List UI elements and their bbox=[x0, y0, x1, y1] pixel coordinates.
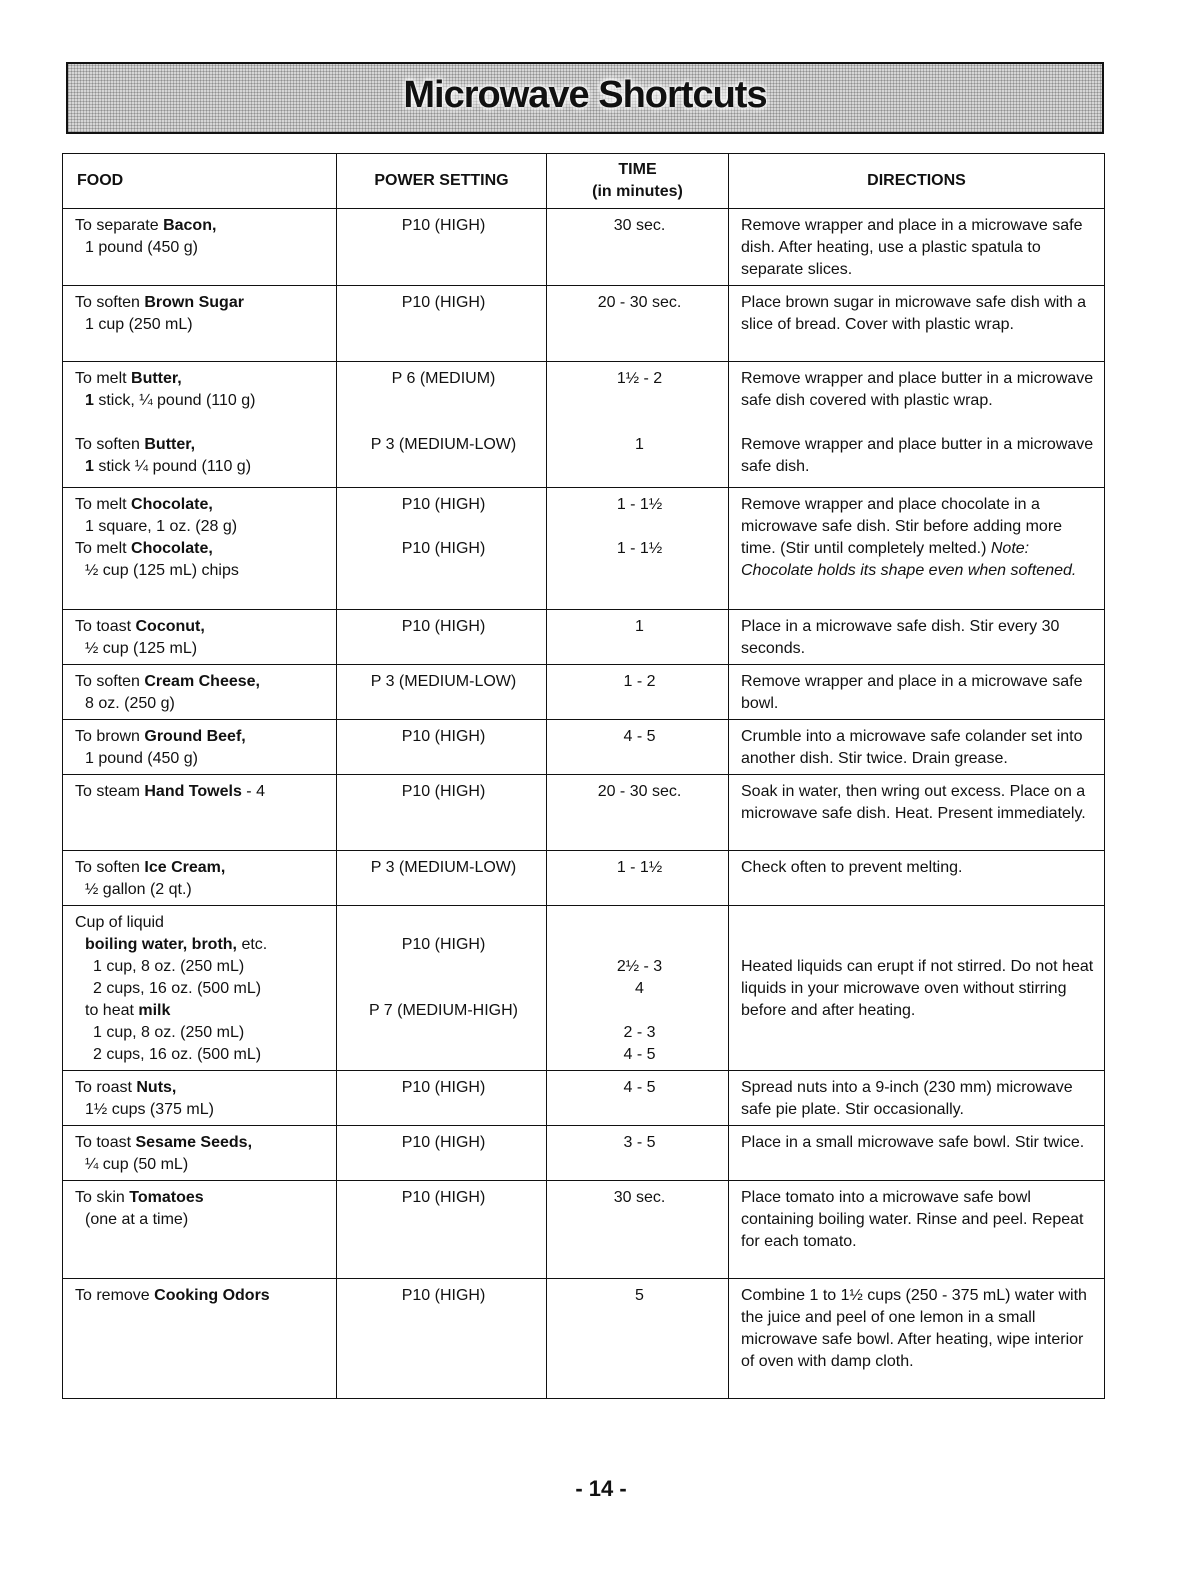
spacer bbox=[349, 516, 538, 538]
food-text: To brown bbox=[75, 728, 145, 745]
food-cell bbox=[63, 1181, 337, 1279]
table-row bbox=[63, 488, 1105, 610]
food-quantity: 2 cups, 16 oz. (500 mL) bbox=[93, 980, 262, 997]
food-item: Brown Sugar bbox=[144, 294, 244, 311]
time-cell: 20 - 30 sec. bbox=[547, 286, 729, 362]
food-item: Chocolate, bbox=[131, 540, 213, 557]
food-line bbox=[75, 215, 328, 237]
power-cell: P10 (HIGH) bbox=[337, 1181, 547, 1279]
power-cell: P10 (HIGH) bbox=[337, 775, 547, 851]
food-text: To steam bbox=[75, 783, 145, 800]
directions-cell: Place in a microwave safe dish. Stir every 30 seconds. bbox=[729, 610, 1105, 665]
food-line bbox=[75, 781, 328, 803]
table-row bbox=[63, 775, 1105, 851]
power-milk: P 7 (MEDIUM-HIGH) bbox=[368, 1002, 519, 1019]
food-text: To melt bbox=[75, 540, 132, 557]
time-milk-2: 4 - 5 bbox=[623, 1046, 656, 1063]
food-line bbox=[75, 538, 328, 560]
food-line bbox=[75, 434, 328, 456]
food-quantity: 1 cup (250 mL) bbox=[85, 316, 193, 333]
spacer bbox=[75, 412, 328, 434]
spacer bbox=[349, 956, 538, 978]
power-chips: P10 (HIGH) bbox=[401, 540, 486, 557]
table-row bbox=[63, 209, 1105, 286]
spacer bbox=[559, 390, 720, 412]
food-quantity: 1 cup, 8 oz. (250 mL) bbox=[93, 958, 245, 975]
directions-cell: Remove wrapper and place in a microwave safe dish. After heating, use a plastic spatula to separate slices. bbox=[729, 209, 1105, 286]
directions-cell bbox=[729, 362, 1105, 488]
title-banner bbox=[66, 62, 1104, 134]
directions-cell: Crumble into a microwave safe colander set into another dish. Stir twice. Drain grease. bbox=[729, 720, 1105, 775]
power-cell: P 3 (MEDIUM-LOW) bbox=[337, 851, 547, 906]
food-quantity: ½ gallon (2 qt.) bbox=[85, 881, 192, 898]
food-item: Chocolate, bbox=[131, 496, 213, 513]
power-cell bbox=[337, 488, 547, 610]
food-line bbox=[75, 368, 328, 390]
food-line bbox=[75, 616, 328, 638]
header-time-line2: (in minutes) bbox=[592, 183, 683, 200]
food-item: Butter, bbox=[131, 370, 182, 387]
table-row bbox=[63, 286, 1105, 362]
directions-cell: Check often to prevent melting. bbox=[729, 851, 1105, 906]
food-line bbox=[75, 1077, 328, 1099]
food-line bbox=[75, 857, 328, 879]
time-chips: 1 - 1½ bbox=[616, 540, 663, 557]
table-row bbox=[63, 610, 1105, 665]
food-cell bbox=[63, 665, 337, 720]
directions-cell: Spread nuts into a 9-inch (230 mm) microwave safe pie plate. Stir occasionally. bbox=[729, 1071, 1105, 1126]
directions-cell bbox=[729, 906, 1105, 1071]
header-food: FOOD bbox=[63, 154, 337, 209]
spacer bbox=[349, 978, 538, 1000]
spacer bbox=[349, 912, 538, 934]
page-number: - 14 - bbox=[575, 1476, 627, 1501]
food-quantity: 1 cup, 8 oz. (250 mL) bbox=[93, 1024, 245, 1041]
power-square: P10 (HIGH) bbox=[401, 496, 486, 513]
table-row bbox=[63, 362, 1105, 488]
power-boil: P10 (HIGH) bbox=[401, 936, 486, 953]
food-item: boiling water, broth, bbox=[85, 936, 237, 953]
food-text: To soften bbox=[75, 673, 145, 690]
food-quantity: 1 square, 1 oz. (28 g) bbox=[85, 518, 238, 535]
food-line bbox=[75, 1132, 328, 1154]
food-line bbox=[75, 494, 328, 516]
food-line bbox=[75, 1187, 328, 1209]
power-cell: P10 (HIGH) bbox=[337, 1071, 547, 1126]
food-quantity: 1½ cups (375 mL) bbox=[85, 1101, 214, 1118]
food-quantity: ¼ cup (50 mL) bbox=[85, 1156, 189, 1173]
directions-text: Heated liquids can erupt if not stirred. Do not heat liquids in your microwave oven without stirring before and after heating. bbox=[741, 958, 1094, 1019]
food-line bbox=[75, 1285, 328, 1307]
spacer bbox=[559, 934, 720, 956]
food-cell bbox=[63, 488, 337, 610]
time-soften: 1 bbox=[635, 436, 644, 453]
food-item: Hand Towels bbox=[144, 783, 242, 800]
time-boil-1: 2½ - 3 bbox=[616, 958, 663, 975]
food-cell bbox=[63, 1279, 337, 1399]
food-quantity: - 4 bbox=[241, 783, 265, 800]
food-text: To toast bbox=[75, 1134, 136, 1151]
time-cell: 1 bbox=[547, 610, 729, 665]
directions-note: Note: Chocolate holds its shape even when softened. bbox=[741, 540, 1077, 579]
power-cell bbox=[337, 906, 547, 1071]
table-row bbox=[63, 1181, 1105, 1279]
food-quantity-count: 1 bbox=[85, 392, 94, 409]
table-row bbox=[63, 906, 1105, 1071]
food-item: Cream Cheese, bbox=[144, 673, 260, 690]
food-quantity bbox=[75, 390, 328, 412]
power-cell: P10 (HIGH) bbox=[337, 1279, 547, 1399]
power-soften: P 3 (MEDIUM-LOW) bbox=[370, 436, 517, 453]
food-item: Bacon, bbox=[163, 217, 217, 234]
food-text: To skin bbox=[75, 1189, 130, 1206]
food-cell bbox=[63, 720, 337, 775]
time-cell bbox=[547, 488, 729, 610]
time-cell: 30 sec. bbox=[547, 1181, 729, 1279]
header-time bbox=[547, 154, 729, 209]
table-row bbox=[63, 1126, 1105, 1181]
food-cell bbox=[63, 906, 337, 1071]
table-row bbox=[63, 665, 1105, 720]
page-title: Microwave Shortcuts bbox=[403, 73, 767, 116]
directions-cell bbox=[729, 488, 1105, 610]
food-item: Cooking Odors bbox=[154, 1287, 270, 1304]
power-cell: P 3 (MEDIUM-LOW) bbox=[337, 665, 547, 720]
food-text: To melt bbox=[75, 496, 132, 513]
table-row bbox=[63, 1071, 1105, 1126]
food-quantity bbox=[75, 456, 328, 478]
time-cell bbox=[547, 906, 729, 1071]
food-text: To soften bbox=[75, 294, 145, 311]
table-row bbox=[63, 1279, 1105, 1399]
directions-cell: Place brown sugar in microwave safe dish with a slice of bread. Cover with plastic wrap. bbox=[729, 286, 1105, 362]
food-item: Tomatoes bbox=[129, 1189, 204, 1206]
directions-cell: Place tomato into a microwave safe bowl containing boiling water. Rinse and peel. Repeat for each tomato. bbox=[729, 1181, 1105, 1279]
time-cell: 30 sec. bbox=[547, 209, 729, 286]
food-line bbox=[75, 292, 328, 314]
directions-soften: Remove wrapper and place butter in a microwave safe dish. bbox=[741, 436, 1094, 475]
food-cell bbox=[63, 286, 337, 362]
directions-cell: Soak in water, then wring out excess. Place on a microwave safe dish. Heat. Present immediately. bbox=[729, 775, 1105, 851]
time-cell: 1 - 2 bbox=[547, 665, 729, 720]
time-boil-2: 4 bbox=[635, 980, 644, 997]
header-directions: DIRECTIONS bbox=[729, 154, 1105, 209]
food-text: To remove bbox=[75, 1287, 155, 1304]
food-line bbox=[75, 671, 328, 693]
time-cell: 20 - 30 sec. bbox=[547, 775, 729, 851]
food-cell bbox=[63, 610, 337, 665]
food-text: To toast bbox=[75, 618, 136, 635]
time-cell: 5 bbox=[547, 1279, 729, 1399]
time-cell: 1 - 1½ bbox=[547, 851, 729, 906]
directions-text: Remove wrapper and place chocolate in a microwave safe dish. Stir before adding more time. (Stir until completely melted.) bbox=[741, 496, 1063, 557]
spacer bbox=[559, 412, 720, 434]
food-quantity: 1 pound (450 g) bbox=[85, 750, 198, 767]
directions-cell: Remove wrapper and place in a microwave safe bowl. bbox=[729, 665, 1105, 720]
food-quantity: (one at a time) bbox=[85, 1211, 189, 1228]
time-melt: 1½ - 2 bbox=[616, 370, 663, 387]
spacer bbox=[559, 516, 720, 538]
food-text: To melt bbox=[75, 370, 132, 387]
food-quantity: 1 pound (450 g) bbox=[85, 239, 198, 256]
spacer bbox=[741, 934, 1096, 956]
food-text: To separate bbox=[75, 217, 164, 234]
food-quantity: 8 oz. (250 g) bbox=[85, 695, 175, 712]
time-cell bbox=[547, 362, 729, 488]
food-quantity: 2 cups, 16 oz. (500 mL) bbox=[93, 1046, 262, 1063]
food-quantity-text: stick, ¼ pound (110 g) bbox=[93, 392, 256, 409]
food-item: Coconut, bbox=[135, 618, 205, 635]
power-cell: P10 (HIGH) bbox=[337, 610, 547, 665]
food-cell bbox=[63, 851, 337, 906]
time-cell: 4 - 5 bbox=[547, 1071, 729, 1126]
food-item: Ice Cream, bbox=[144, 859, 226, 876]
food-line bbox=[75, 726, 328, 748]
spacer bbox=[349, 390, 538, 412]
food-quantity: ½ cup (125 mL) chips bbox=[85, 562, 239, 579]
time-cell: 4 - 5 bbox=[547, 720, 729, 775]
power-cell: P10 (HIGH) bbox=[337, 209, 547, 286]
spacer bbox=[559, 1000, 720, 1022]
time-milk-1: 2 - 3 bbox=[623, 1024, 656, 1041]
spacer bbox=[349, 412, 538, 434]
power-cell: P10 (HIGH) bbox=[337, 286, 547, 362]
spacer bbox=[741, 912, 1096, 934]
food-item: milk bbox=[138, 1002, 171, 1019]
food-item: Butter, bbox=[144, 436, 196, 453]
directions-cell: Combine 1 to 1½ cups (250 - 375 mL) water with the juice and peel of one lemon in a small microwave safe bowl. After heating, wipe interior of oven with damp cloth. bbox=[729, 1279, 1105, 1399]
food-text: To soften bbox=[75, 436, 145, 453]
header-time-line1: TIME bbox=[618, 161, 657, 178]
food-quantity: ½ cup (125 mL) bbox=[85, 640, 198, 657]
power-cell: P10 (HIGH) bbox=[337, 720, 547, 775]
table-header-row bbox=[63, 154, 1105, 209]
food-line bbox=[75, 934, 328, 956]
power-melt: P 6 (MEDIUM) bbox=[391, 370, 496, 387]
shortcuts-table bbox=[62, 153, 1105, 1399]
food-text: To roast bbox=[75, 1079, 137, 1096]
food-item: Sesame Seeds, bbox=[135, 1134, 253, 1151]
directions-cell: Place in a small microwave safe bowl. Stir twice. bbox=[729, 1126, 1105, 1181]
header-power: POWER SETTING bbox=[337, 154, 547, 209]
food-item: Nuts, bbox=[136, 1079, 177, 1096]
power-cell: P10 (HIGH) bbox=[337, 1126, 547, 1181]
food-quantity-text: stick ¼ pound (110 g) bbox=[93, 458, 252, 475]
food-text: to heat bbox=[85, 1002, 139, 1019]
food-item: Ground Beef, bbox=[144, 728, 246, 745]
spacer bbox=[559, 912, 720, 934]
food-cell bbox=[63, 1071, 337, 1126]
table-row bbox=[63, 851, 1105, 906]
food-cell bbox=[63, 775, 337, 851]
food-cell bbox=[63, 362, 337, 488]
food-text: To soften bbox=[75, 859, 145, 876]
power-cell bbox=[337, 362, 547, 488]
food-text: Cup of liquid bbox=[75, 914, 164, 931]
time-square: 1 - 1½ bbox=[616, 496, 663, 513]
food-cell bbox=[63, 1126, 337, 1181]
time-cell: 3 - 5 bbox=[547, 1126, 729, 1181]
food-text: etc. bbox=[237, 936, 268, 953]
directions-melt: Remove wrapper and place butter in a microwave safe dish covered with plastic wrap. bbox=[741, 370, 1094, 409]
table-row bbox=[63, 720, 1105, 775]
food-quantity-count: 1 bbox=[85, 458, 94, 475]
food-line bbox=[75, 1000, 328, 1022]
food-cell bbox=[63, 209, 337, 286]
